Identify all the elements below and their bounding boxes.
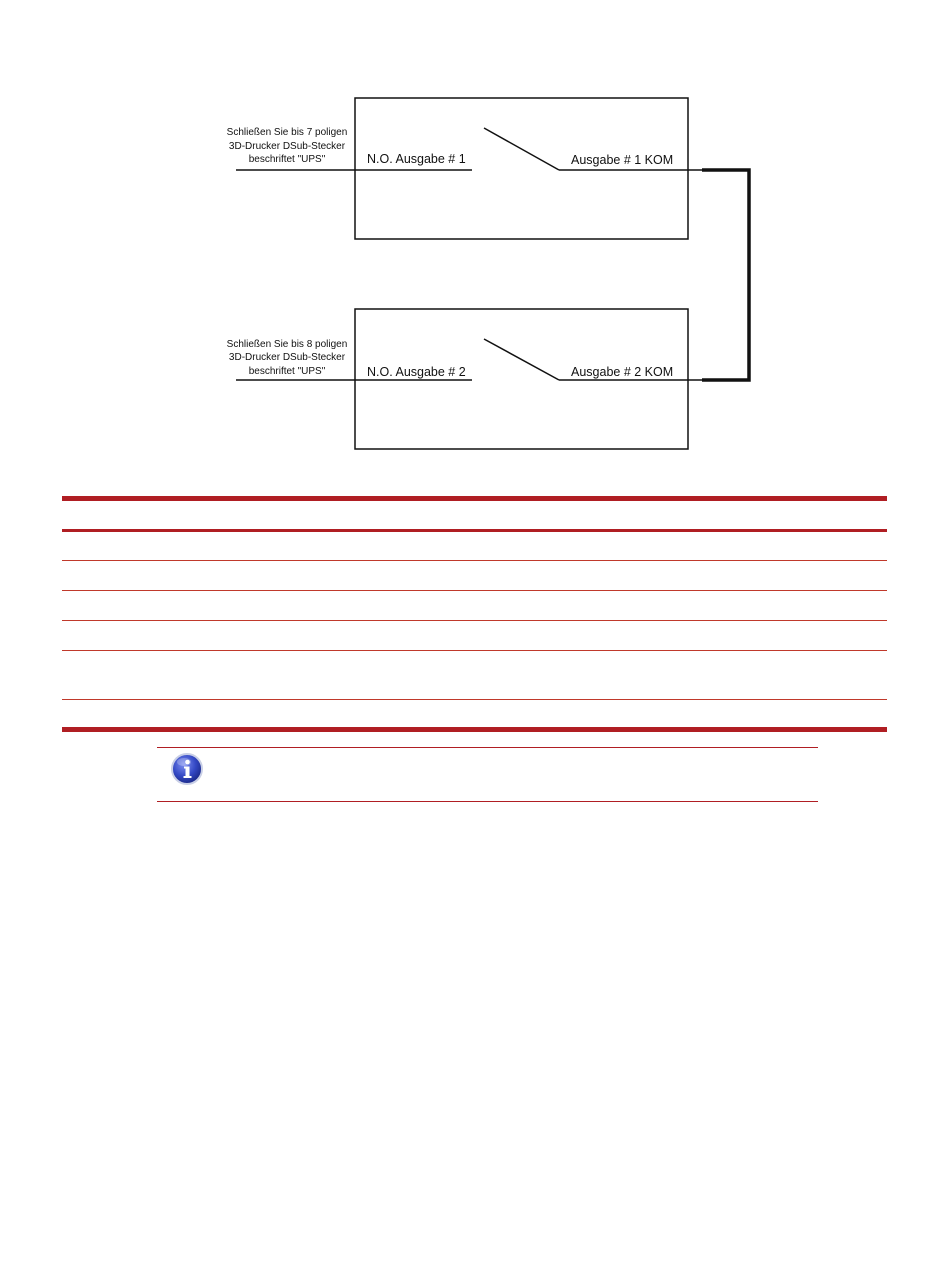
table-row-divider	[62, 699, 887, 700]
circuit-1	[227, 98, 702, 239]
input-label-1: N.O. Ausgabe # 1	[367, 152, 466, 166]
output-label-1: Ausgabe # 1 KOM	[571, 153, 674, 167]
connector-label-2-line-3: beschriftet "UPS"	[248, 366, 326, 377]
table-row-divider	[62, 620, 887, 621]
input-label-2: N.O. Ausgabe # 2	[367, 365, 466, 379]
connector-label-1-line-2: 3D-Drucker DSub-Stecker	[228, 141, 346, 152]
output-label-2: Ausgabe # 2 KOM	[571, 365, 674, 379]
common-bridge-wire	[702, 170, 749, 380]
note-bottom-rule	[157, 801, 818, 802]
connector-label-1-line-1: Schließen Sie bis 7 poligen	[226, 127, 348, 138]
switch-contact-1	[484, 128, 559, 170]
relay-box-2	[355, 309, 688, 449]
circuit-2	[227, 309, 702, 449]
connector-label-2-line-1: Schließen Sie bis 8 poligen	[226, 339, 348, 350]
table-row-divider	[62, 590, 887, 591]
table-top-border	[62, 496, 887, 501]
wiring-diagram	[0, 0, 950, 470]
connector-label-1-line-3: beschriftet "UPS"	[248, 154, 326, 165]
table-row-divider	[62, 560, 887, 561]
table-header-border	[62, 529, 887, 532]
switch-contact-2	[484, 339, 559, 380]
connector-label-2-line-2: 3D-Drucker DSub-Stecker	[228, 352, 346, 363]
relay-box-1	[355, 98, 688, 239]
table-bottom-border	[62, 727, 887, 732]
note-top-rule	[157, 747, 818, 748]
info-icon	[170, 752, 204, 786]
table-row-divider	[62, 650, 887, 651]
